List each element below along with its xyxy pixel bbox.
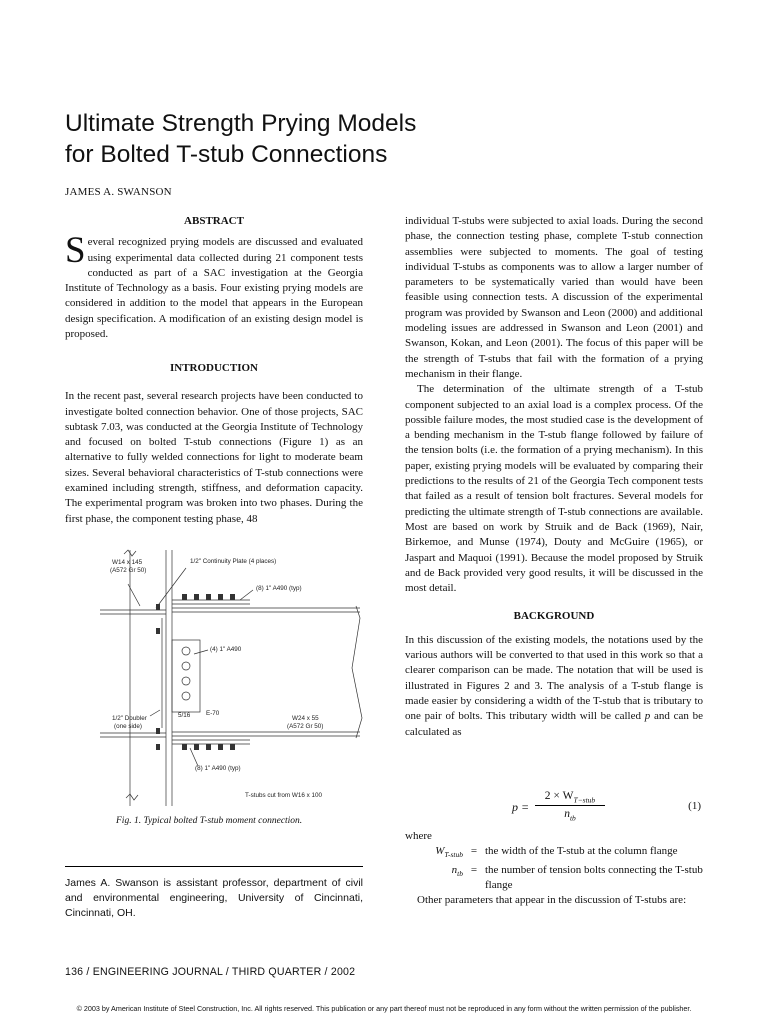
fig-label-column: W14 x 145 bbox=[112, 559, 143, 566]
footnote-divider bbox=[65, 866, 363, 867]
copyright-notice: © 2003 by American Institute of Steel Construction, Inc. All rights reserved. This publication or any part thereof must not be reproduced in any form without the written permission of the publisher. bbox=[76, 1004, 692, 1013]
figure-1-caption: Fig. 1. Typical bolted T-stub moment connection. bbox=[116, 816, 303, 826]
right-column bbox=[405, 214, 703, 740]
background-paragraph-1 bbox=[405, 633, 703, 740]
abstract-text bbox=[65, 230, 363, 342]
fig-label-web-bolts: (4) 1" A490 bbox=[210, 646, 242, 653]
fig-label-doubler-side: (one side) bbox=[114, 723, 143, 730]
title-line-1: Ultimate Strength Prying Models bbox=[65, 110, 417, 137]
fig-label-doubler: 1/2" Doubler bbox=[112, 715, 147, 722]
def-sym-text: n bbox=[451, 863, 458, 876]
left-column-intro bbox=[65, 361, 363, 527]
fig-label-top-bolts: (8) 1" A490 (typ) bbox=[256, 585, 302, 592]
definition-text: the width of the T-stub at the column flange bbox=[485, 845, 678, 858]
equation-1 bbox=[495, 790, 745, 830]
author-footnote: James A. Swanson is assistant professor, department of civil and environmental engineering, University of Cincinnati, Cincinnati, OH. bbox=[65, 877, 363, 919]
intro-paragraph-1: In the recent past, several research projects have been conducted to investigate bolted connection behavior. One of those projects, SAC subtask 7.03, was conducted at the Georgia Institute of Technology and focused on bolted T-stub connections (Figure 1) as an alternative to fully welded connections for light to moderate beam sizes. Several behavioral characteristics of T-stub connections were examined including strength, stiffness, and deformation capacity. The experimental program was broken into two phases. During the first phase, the component testing phase, 48 bbox=[65, 390, 363, 525]
fig-label-bottom-bolts: (8) 1" A490 (typ) bbox=[195, 765, 241, 772]
abstract-body: everal recognized prying models are discussed and evaluated using experimental data collected during 21 component tests conducted as part of a SAC investigation at the Georgia Institute of Technology as a basis. Four existing prying models are considered in addition to the model that appears in the European design specification. A modification of an existing design model is proposed. bbox=[65, 236, 363, 341]
intro-paragraph-1-cont: individual T-stubs were subjected to axial loads. During the second phase, the connection testing phase, complete T-stub connection assemblies were subjected to moments. The goal of testing individual T-stubs as components was to allow a larger number of parameters to be systematically varied than would have been feasible using connection tests. A discussion of the experimental program was provided by Swanson and Leon (2000) and additional modeling issues are addressed in Swanson and Leon (2001) and Swanson, Kokan, and Leon (2001). The focus of this paper will be the strength of T-stubs that fail with the formation of a prying mechanism in their flange. bbox=[405, 215, 703, 380]
background-paragraph-2: Other parameters that appear in the discussion of T-stubs are: bbox=[417, 894, 687, 907]
left-column-upper bbox=[65, 214, 363, 342]
equation-denominator bbox=[535, 806, 605, 822]
background-p1-end: and can be calculated as bbox=[405, 710, 704, 738]
fig-label-column-grade: (A572 Gr 50) bbox=[110, 567, 147, 574]
abstract-dropcap: S bbox=[65, 230, 86, 272]
definition-symbol bbox=[405, 863, 463, 894]
equation-den-sub: tb bbox=[569, 813, 576, 823]
def-sym-sub: T-stub bbox=[444, 850, 463, 860]
background-p1-text: In this discussion of the existing models, the notations used by the various authors will be converted to that used in this work so that a clearer comparison can be made. The notation that will be used is illustrated in Figures 2 and 3. The analysis of a T-stub flange is made easier by considering a width of the T-stub that is tributary to one pair of bolts. This tributary width will be called bbox=[405, 633, 703, 723]
equation-numerator bbox=[535, 790, 605, 806]
author-name: JAMES A. SWANSON bbox=[65, 186, 172, 198]
background-p1-var: p bbox=[644, 710, 651, 723]
fig-label-weld-size: 5/16 bbox=[178, 712, 191, 719]
equation-den-text: n bbox=[564, 808, 570, 821]
fig-label-electrode: E-70 bbox=[206, 710, 220, 717]
definition-symbol bbox=[405, 844, 463, 862]
intro-paragraph-2: The determination of the ultimate strength of a T-stub component subjected to an axial load is a complex process. Of the possible failure modes, the most studied case is the development of a bending mechanism in the T-stub flange followed by failure of the tension bolts (i.e. the formation of a prying mechanism). In this paper, existing prying models will be evaluated by comparing their predictions to the results of 21 of the Georgia Tech component tests that failed as a result of tension bolt fractures. Several models for predicting the ultimate strength of T-stub connections are available. Most are based on work by Struik and de Back (1969), Nair, Birkemoe, and Munse (1974), Douty and McGuire (1965), or Jaspart and Maquoi (1991). Because the model proposed by Struik and de Back provided very good results, it will be discussed in the most detail. bbox=[405, 383, 703, 595]
title-line-2: for Bolted T-stub Connections bbox=[65, 141, 388, 168]
article-title bbox=[65, 108, 585, 170]
equation-num-sub: T−stub bbox=[573, 795, 596, 805]
def-sym-text: W bbox=[435, 845, 445, 858]
fig-label-tstub-note: T-stubs cut from W16 x 100 bbox=[245, 792, 322, 799]
def-sym-sub: tb bbox=[457, 868, 463, 878]
where-definitions bbox=[405, 829, 705, 909]
definition-row bbox=[405, 863, 705, 894]
definition-row bbox=[405, 844, 705, 862]
fig-label-beam-grade: (A572 Gr 50) bbox=[287, 723, 324, 730]
page-footer: 136 / ENGINEERING JOURNAL / THIRD QUARTER / 2002 bbox=[65, 966, 356, 978]
equation-num-text: 2 × W bbox=[544, 790, 574, 802]
definition-equals: = bbox=[470, 845, 478, 858]
where-label: where bbox=[405, 830, 432, 842]
definition-equals: = bbox=[470, 863, 478, 876]
equation-fraction bbox=[535, 790, 605, 823]
definition-text: the number of tension bolts connecting the T-stub flange bbox=[485, 863, 703, 892]
fig-label-beam: W24 x 55 bbox=[292, 715, 319, 722]
introduction-heading: INTRODUCTION bbox=[169, 362, 258, 374]
equation-number: (1) bbox=[688, 800, 701, 812]
equation-lhs: p = bbox=[512, 800, 530, 814]
background-heading: BACKGROUND bbox=[513, 610, 595, 623]
abstract-heading: ABSTRACT bbox=[184, 215, 244, 227]
fig-label-continuity: 1/2" Continuity Plate (4 places) bbox=[190, 558, 277, 565]
figure-1-connection-drawing bbox=[90, 548, 370, 808]
